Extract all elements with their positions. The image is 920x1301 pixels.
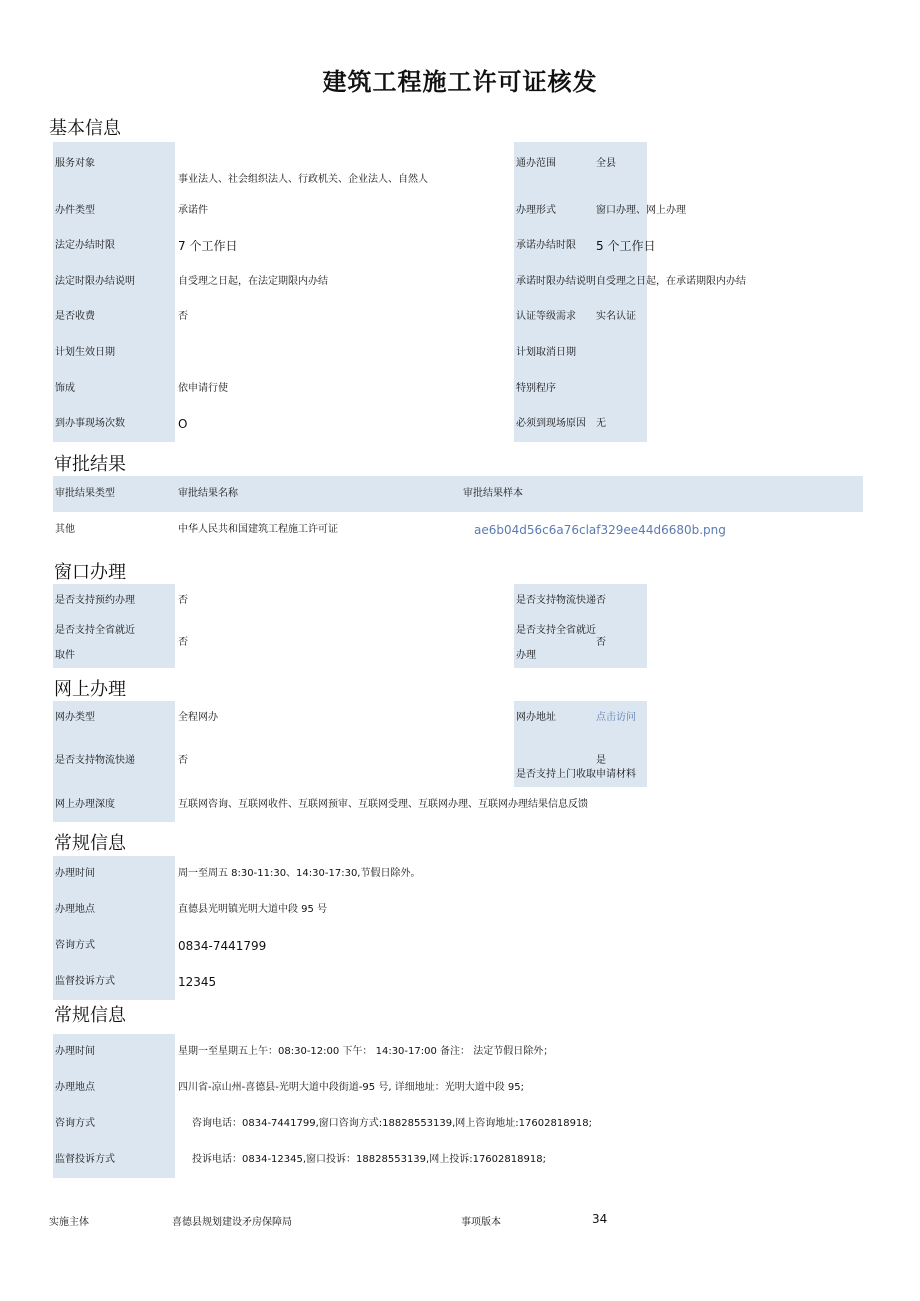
window-row-appointment: [53, 584, 863, 618]
label-nearby-handling-line2: 办理: [516, 650, 536, 661]
section-general-info-2: 常规信息: [54, 1005, 126, 1026]
label-g2-complaint: 监督投诉方式: [53, 1142, 175, 1178]
value-case-type: 承诺件: [178, 205, 208, 216]
window-row-nearby: [53, 618, 863, 668]
general1-row-complaint: [53, 964, 863, 1000]
value-g1-complaint: 12345: [178, 975, 217, 989]
value-exercise: 依申请行使: [178, 382, 228, 394]
section-approval-result: 审批结果: [54, 454, 126, 475]
label-nearby-pickup-line1: 是否支持全省就近: [55, 625, 135, 636]
general2-row-complaint: [53, 1142, 863, 1178]
value-g2-consult: 咨询电话：0834-7441799,窗口咨询方式:18828553139,网上咨询地址:17602818918;: [192, 1118, 593, 1129]
general1-row-consult: [53, 928, 863, 964]
label-g1-complaint: 监督投诉方式: [53, 964, 175, 1000]
label-door-pickup: 是否支持上门收取申请材料: [514, 735, 647, 787]
label-g1-consult: 咨询方式: [53, 928, 175, 964]
general1-row-location: [53, 892, 863, 928]
label-scope: 通办范围: [514, 142, 647, 194]
basic-row-case-type: [53, 194, 863, 228]
label-auth-level: 认证等级需求: [514, 299, 647, 335]
online-row-logistics: [53, 735, 863, 787]
value-g1-consult: 0834-7441799: [178, 939, 267, 953]
value-g2-complaint: 投诉电话：0834-12345,窗口投诉：18828553139,网上投诉:17602818918;: [192, 1154, 546, 1165]
basic-row-time-limit: [53, 228, 863, 264]
label-exercise: 饰成: [53, 371, 175, 406]
value-auth-level: 实名认证: [596, 311, 636, 322]
label-legal-time-desc: 法定时限办结说明: [53, 264, 175, 299]
value-effective-date: [176, 335, 178, 371]
label-handling-form: 办理形式: [514, 194, 647, 228]
basic-row-onsite: [53, 406, 863, 442]
value-g1-time: 周一至周五 8:30-11:30、14:30-17:30,节假日除外。: [178, 868, 421, 879]
result-header-row: [53, 476, 863, 512]
label-promised-time-limit: 承诺办结时限: [514, 228, 647, 264]
footer-value-implementer: 喜德县规划建设矛房保障局: [172, 1217, 292, 1228]
value-special-procedure: [594, 371, 596, 406]
label-g2-consult: 咨询方式: [53, 1106, 175, 1142]
value-g1-location: 直德县光明镇光明大道中段 95 号: [178, 904, 328, 915]
result-sample-link[interactable]: ae6b04d56c6a76claf329ee44d6680b.png: [474, 523, 726, 537]
label-onsite-visits: 到办事现场次数: [53, 406, 175, 442]
label-promised-time-desc: 承诺时限办结说明: [514, 264, 647, 299]
basic-row-exercise: [53, 371, 863, 406]
label-online-address: 网办地址: [514, 701, 647, 735]
label-onsite-reason: 必须到现场原因: [514, 406, 647, 442]
value-g2-location: 四川省-凉山州-喜德县-光明大道中段街道-95 号, 详细地址：光明大道中段 95;: [178, 1082, 524, 1093]
basic-row-service-target: [53, 142, 863, 194]
value-legal-time-limit: 7 个工作日: [178, 239, 238, 253]
general2-row-consult: [53, 1106, 863, 1142]
label-appointment: 是否支持预约办理: [53, 584, 175, 618]
header-result-sample: 审批结果样本: [463, 488, 523, 499]
value-online-logistics: 否: [178, 755, 188, 766]
footer-label-implementer: 实施主体: [49, 1217, 89, 1228]
label-effective-date: 计划生效日期: [53, 335, 175, 371]
value-appointment: 否: [178, 595, 188, 606]
value-fee: 否: [178, 311, 188, 322]
footer-value-version: 34: [592, 1212, 608, 1226]
label-special-procedure: 特别程序: [514, 371, 647, 406]
label-fee: 是否收费: [53, 299, 175, 335]
section-basic-info: 基本信息: [49, 118, 121, 139]
basic-row-fee: [53, 299, 863, 335]
label-nearby-pickup-line2: 取件: [55, 650, 75, 661]
label-legal-time-limit: 法定办结时限: [53, 228, 175, 264]
label-nearby-handling-line1: 是否支持全省就近: [516, 625, 596, 636]
label-nearby-pickup: [53, 618, 175, 668]
label-cancel-date: 计划取消日期: [514, 335, 647, 371]
value-handling-form: 窗口办理、网上办理: [596, 205, 686, 216]
value-nearby-handling: 否: [596, 637, 606, 648]
label-g2-location: 办理地点: [53, 1070, 175, 1106]
online-row-type: [53, 701, 863, 735]
value-service-target: 事业法人、社会组织法人、行政机关、企业法人、自然人: [178, 174, 428, 185]
label-online-depth: 网上办理深度: [53, 787, 175, 822]
result-row: [53, 512, 863, 548]
value-online-type: 全程网办: [178, 712, 218, 723]
general2-row-time: [53, 1034, 863, 1070]
page-title: 建筑工程施工许可证核发: [322, 68, 598, 96]
label-g2-time: 办理时间: [53, 1034, 175, 1070]
label-g1-location: 办理地点: [53, 892, 175, 928]
label-logistics: 是否支持物流快递: [514, 584, 647, 618]
value-promised-time-desc: 自受理之日起，在承诺期限内办结: [596, 275, 746, 287]
value-onsite-reason: 无: [596, 418, 606, 429]
section-general-info-1: 常规信息: [54, 833, 126, 854]
general1-row-time: [53, 856, 863, 892]
label-g1-time: 办理时间: [53, 856, 175, 892]
header-result-type: 审批结果类型: [55, 488, 115, 499]
general2-row-location: [53, 1070, 863, 1106]
value-result-name: 中华人民共和国建筑工程施工许可证: [178, 524, 338, 535]
value-scope: 全县: [596, 158, 616, 169]
value-result-type: 其他: [55, 524, 75, 535]
section-online-handling: 网上办理: [54, 679, 126, 700]
value-onsite-visits: O: [178, 417, 188, 431]
online-address-link[interactable]: 点击访问: [596, 712, 636, 723]
value-promised-time-limit: 5 个工作日: [596, 239, 656, 253]
value-cancel-date: [594, 335, 596, 371]
value-door-pickup: 是: [596, 755, 606, 766]
value-legal-time-desc: 自受理之日起，在法定期限内办结: [178, 275, 328, 287]
basic-row-dates: [53, 335, 863, 371]
value-logistics: 否: [596, 595, 606, 606]
label-nearby-handling: [514, 618, 647, 668]
section-window-handling: 窗口办理: [54, 562, 126, 583]
value-online-depth: 互联网咨询、互联网收件、互联网预审、互联网受理、互联网办理、互联网办理结果信息反馈: [178, 798, 588, 810]
basic-row-time-desc: [53, 264, 863, 299]
online-row-depth: [53, 787, 863, 822]
label-case-type: 办件类型: [53, 194, 175, 228]
value-g2-time: 星期一至星期五上午：08:30-12:00 下午： 14:30-17:00 备注： 法定节假日除外；: [178, 1046, 554, 1057]
footer-label-version: 事项版本: [461, 1217, 501, 1228]
value-nearby-pickup: 否: [178, 637, 188, 648]
label-service-target: 服务对象: [53, 142, 175, 194]
label-online-logistics: 是否支持物流快递: [53, 735, 175, 787]
header-result-name: 审批结果名称: [178, 488, 238, 499]
label-online-type: 网办类型: [53, 701, 175, 735]
